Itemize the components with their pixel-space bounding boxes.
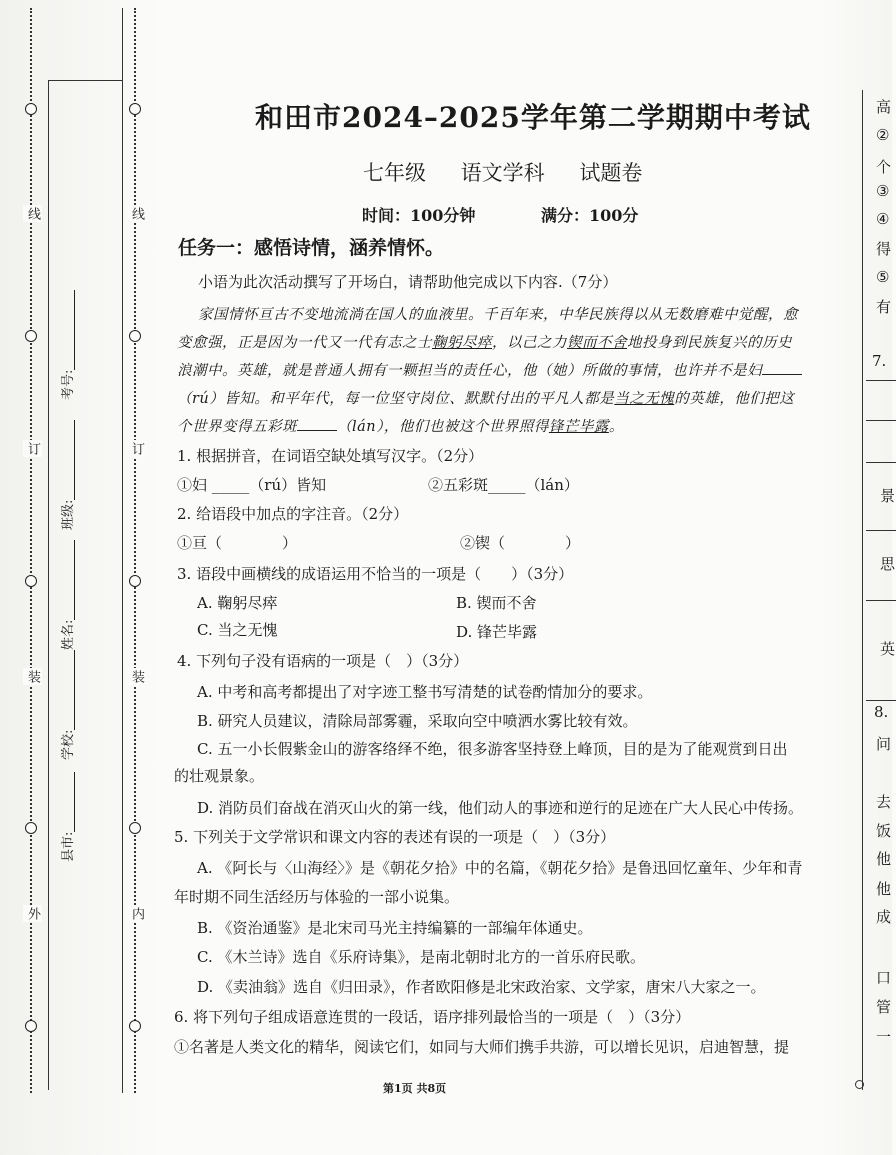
right-strip-char: 口 bbox=[876, 969, 892, 987]
question-5-option-a[interactable]: A. 《阿长与〈山海经〉》是《朝花夕拾》中的名篇，《朝花夕拾》是鲁迅回忆童年、少年和青 bbox=[197, 859, 803, 877]
seal-circle bbox=[129, 103, 141, 115]
blank-ru[interactable] bbox=[762, 362, 802, 375]
question-4: 4. 下列句子没有语病的一项是（ ）（3分） bbox=[177, 652, 469, 670]
right-strip-char: 成 bbox=[876, 908, 892, 926]
idiom-qie: 锲而不舍 bbox=[567, 335, 627, 351]
question-4-option-a[interactable]: A. 中考和高考都提出了对字迹工整书写清楚的试卷酌情加分的要求。 bbox=[197, 683, 653, 701]
right-strip-char: 思 bbox=[880, 555, 896, 573]
seal-circle bbox=[25, 575, 37, 587]
seal-circle bbox=[25, 103, 37, 115]
question-2: 2. 给语段中加点的字注音。（2分） bbox=[177, 505, 409, 523]
right-strip-char: ② bbox=[876, 126, 890, 144]
page-footer: 第1页 共8页 bbox=[383, 1082, 447, 1095]
seal-circle bbox=[25, 330, 37, 342]
right-table-rule bbox=[866, 530, 896, 531]
right-strip-char: 一 bbox=[876, 1028, 892, 1046]
passage-line-4: （rú）皆知。和平年代，每一位坚守岗位、默默付出的平凡人都是当之无愧的英雄，他们把这 bbox=[177, 391, 795, 407]
question-1: 1. 根据拼音，在词语空缺处填写汉字。（2分） bbox=[177, 447, 484, 465]
exam-number-field[interactable]: 考号: bbox=[57, 290, 76, 400]
right-strip-char: 个 bbox=[876, 158, 892, 176]
seal-char-wai: 外 bbox=[25, 907, 40, 920]
seal-char-ding: 订 bbox=[25, 442, 40, 455]
right-strip-char: 有 bbox=[876, 298, 892, 316]
county-field[interactable]: 县市: bbox=[57, 772, 76, 862]
question-4-option-b[interactable]: B. 研究人员建议，清除局部雾霾，采取向空中喷洒水雾比较有效。 bbox=[197, 712, 638, 730]
right-table-rule bbox=[866, 600, 896, 601]
info-top-rule bbox=[48, 80, 122, 81]
passage-line-1: 家国情怀亘古不变地流淌在国人的血液里。千百年来，中华民族得以从无数磨难中觉醒，愈 bbox=[198, 307, 798, 323]
idiom-dangzhi: 当之无愧 bbox=[614, 391, 675, 407]
question-3: 3. 语段中画横线的成语运用不恰当的一项是（ ）（3分） bbox=[177, 565, 574, 583]
exam-score: 满分：100分 bbox=[540, 206, 639, 225]
passage-line-2: 变愈强，正是因为一代又一代有志之士鞠躬尽瘁，以己之力锲而不舍地投身到民族复兴的历史 bbox=[177, 335, 792, 351]
exam-time-score bbox=[362, 203, 698, 226]
right-table-rule bbox=[866, 420, 896, 421]
right-strip-char: ⑤ bbox=[876, 268, 890, 286]
right-strip-char: 饭 bbox=[876, 822, 892, 840]
right-strip-char: 问 bbox=[876, 735, 892, 753]
task-intro: 小语为此次活动撰写了开场白，请帮助他完成以下内容.（7分） bbox=[198, 273, 618, 291]
task-heading: 任务一：感悟诗情，涵养情怀。 bbox=[178, 237, 445, 259]
right-strip-char: 8. bbox=[874, 703, 889, 721]
question-5-option-d[interactable]: D. 《卖油翁》选自《归田录》，作者欧阳修是北宋政治家、文学家，唐宋八大家之一。 bbox=[197, 978, 766, 996]
seal-char-zhuang: 装 bbox=[129, 670, 144, 683]
seal-circle bbox=[25, 1020, 37, 1032]
exam-title: 和田市2024–2025学年第二学期期中考试 bbox=[255, 101, 811, 134]
seal-char-zhuang: 装 bbox=[25, 670, 40, 683]
question-2-b[interactable]: ②锲（ ） bbox=[460, 534, 581, 552]
inner-border bbox=[122, 8, 123, 1093]
corner-circle-mark bbox=[855, 1080, 864, 1089]
question-4-option-d[interactable]: D. 消防员们奋战在消灭山火的第一线，他们动人的事迹和逆行的足迹在广大人民心中传扬。 bbox=[197, 799, 804, 817]
right-strip-char: 他 bbox=[876, 850, 892, 868]
right-table-rule bbox=[866, 700, 896, 701]
question-5-option-c[interactable]: C. 《木兰诗》选自《乐府诗集》，是南北朝时北方的一首乐府民歌。 bbox=[197, 948, 645, 966]
question-3-option-d[interactable]: D. 锋芒毕露 bbox=[456, 623, 538, 641]
right-strip-char: ③ bbox=[876, 182, 890, 200]
seal-circle bbox=[129, 330, 141, 342]
seal-circle bbox=[25, 822, 37, 834]
question-5-option-a-cont: 年时期不同生活经历与体验的一部小说集。 bbox=[174, 888, 460, 906]
idiom-fengmang: 锋芒毕露 bbox=[548, 419, 609, 435]
right-table-rule bbox=[866, 462, 896, 463]
question-3-option-c[interactable]: C. 当之无愧 bbox=[197, 621, 278, 639]
seal-circle bbox=[129, 575, 141, 587]
seal-char-xian: 线 bbox=[129, 207, 144, 220]
question-6-sentence-1: ①名著是人类文化的精华，阅读它们，如同与大师们携手共游，可以增长见识，启迪智慧，提 bbox=[174, 1038, 790, 1056]
blank-lan[interactable] bbox=[297, 418, 337, 431]
seal-char-ding: 订 bbox=[129, 442, 144, 455]
idiom-jugong: 鞠躬尽瘁 bbox=[432, 335, 492, 351]
passage-line-3: 浪潮中。英雄，就是普通人拥有一颗担当的责任心，他（她）所做的事情，也许并不是妇 bbox=[177, 359, 802, 380]
right-strip-char: 景 bbox=[880, 487, 896, 505]
inner-seal-line bbox=[134, 8, 136, 1093]
right-strip-char: 英 bbox=[880, 640, 896, 658]
question-5-option-b[interactable]: B. 《资治通鉴》是北宋司马光主持编纂的一部编年体通史。 bbox=[197, 919, 593, 937]
class-field[interactable]: 班级: bbox=[57, 420, 76, 530]
question-1-a[interactable]: ①妇 _____（rú）皆知 bbox=[177, 476, 327, 494]
question-1-b[interactable]: ②五彩斑_____（lán） bbox=[428, 476, 579, 494]
info-border bbox=[48, 80, 49, 1090]
seal-circle bbox=[129, 1020, 141, 1032]
question-3-option-a[interactable]: A. 鞠躬尽瘁 bbox=[197, 594, 278, 612]
school-field[interactable]: 学校: bbox=[57, 650, 76, 760]
name-field[interactable]: 姓名: bbox=[57, 540, 76, 650]
seal-circle bbox=[129, 822, 141, 834]
right-page-edge bbox=[862, 90, 863, 1090]
right-strip-char: 他 bbox=[876, 880, 892, 898]
seal-char-xian: 线 bbox=[25, 207, 40, 220]
right-strip-char: 去 bbox=[876, 793, 892, 811]
right-strip-char: ④ bbox=[876, 210, 890, 228]
exam-subtitle: 七年级 语文学科 试题卷 bbox=[363, 161, 643, 185]
right-strip-char: 管 bbox=[876, 998, 892, 1016]
right-strip-char: 高 bbox=[876, 98, 892, 116]
question-3-option-b[interactable]: B. 锲而不舍 bbox=[456, 594, 537, 612]
question-6: 6. 将下列句子组成语意连贯的一段话，语序排列最恰当的一项是（ ）（3分） bbox=[174, 1008, 691, 1026]
question-4-option-c-cont: 的壮观景象。 bbox=[174, 767, 265, 785]
seal-char-nei: 内 bbox=[129, 907, 144, 920]
exam-time: 时间：100分钟 bbox=[362, 206, 476, 225]
question-4-option-c[interactable]: C. 五一小长假紫金山的游客络绎不绝，很多游客坚持登上峰顶，目的是为了能观赏到日出 bbox=[197, 740, 788, 758]
right-table-rule bbox=[866, 380, 896, 381]
right-strip-char: 得 bbox=[876, 240, 892, 258]
question-5: 5. 下列关于文学常识和课文内容的表述有误的一项是（ ）（3分） bbox=[174, 828, 616, 846]
question-2-a[interactable]: ①亘（ ） bbox=[177, 534, 298, 552]
outer-seal-line bbox=[30, 8, 32, 1093]
passage-line-5: 个世界变得五彩斑 （lán），他们也被这个世界照得锋芒毕露。 bbox=[177, 419, 624, 435]
right-strip-char: 7. bbox=[872, 352, 887, 370]
